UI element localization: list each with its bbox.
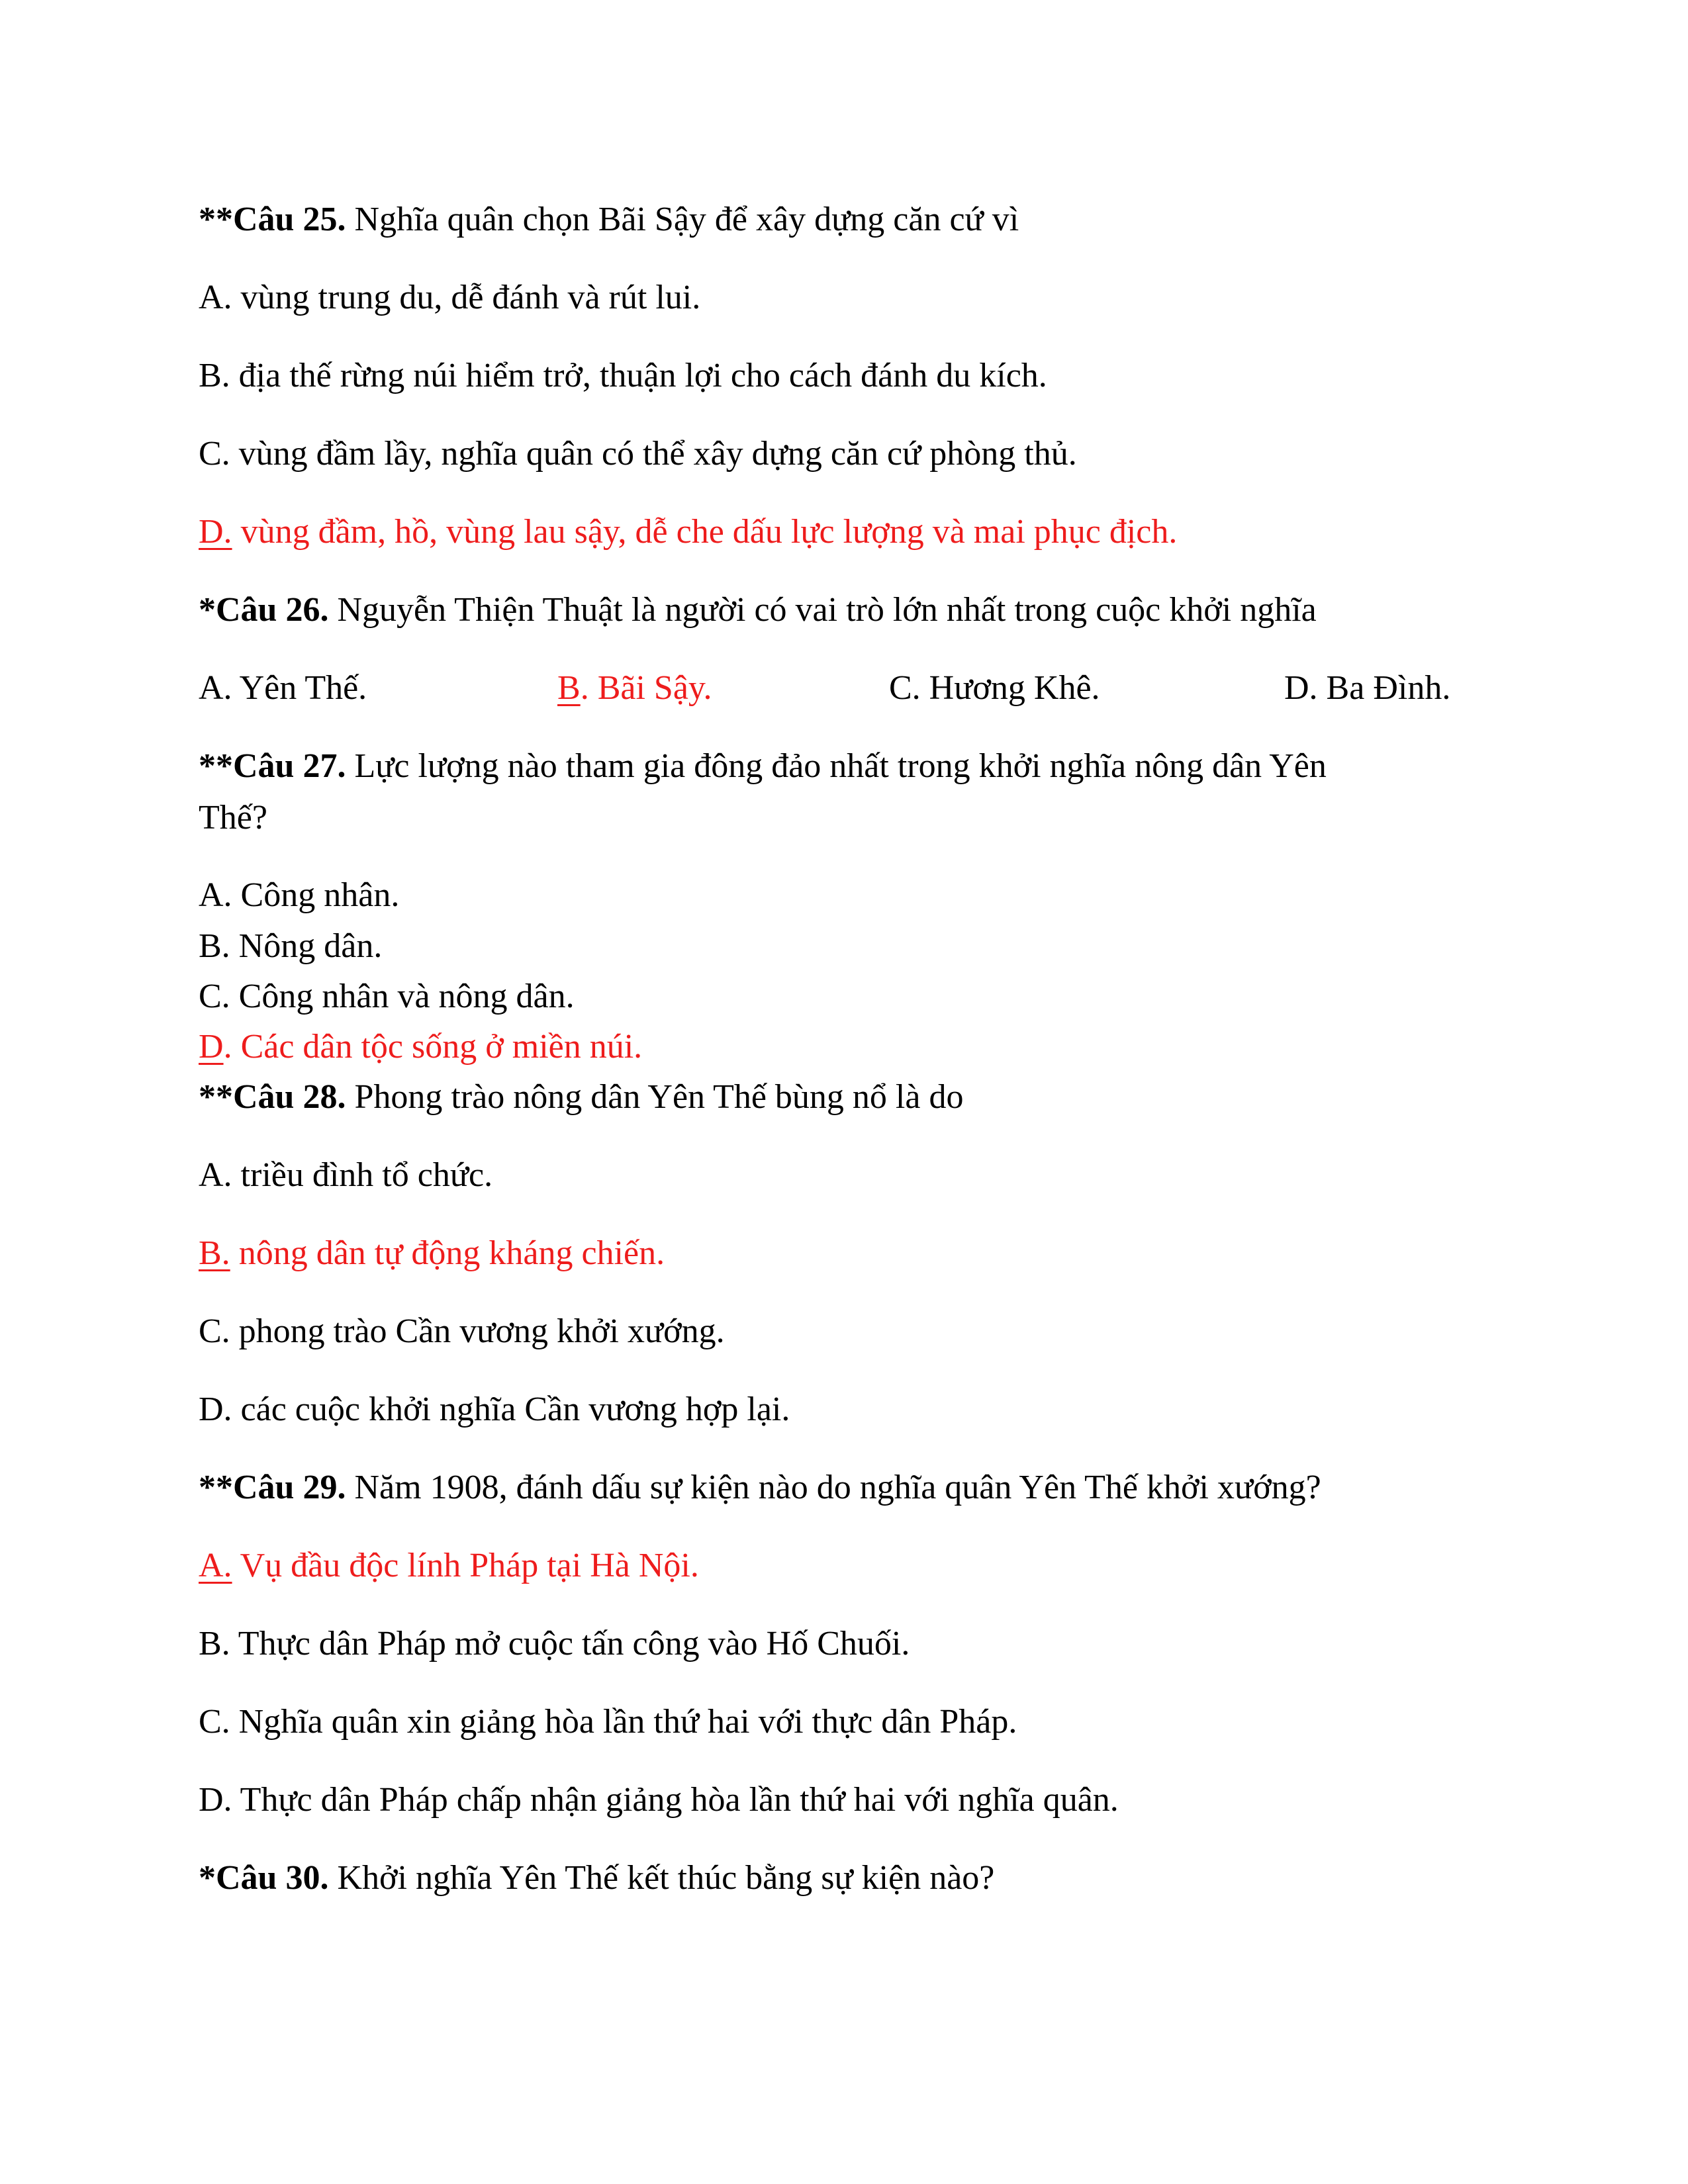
question-26-option-a: A. Yên Thế. [199,669,367,707]
question-26-label: *Câu 26. [199,591,329,629]
question-29-answer-letter: A. [199,1547,232,1584]
question-25-answer-letter: D. [199,513,232,551]
question-27-label: **Câu 27. [199,747,346,785]
question-28-option-b-answer [199,1234,665,1273]
question-26-answer-letter: B [557,669,581,707]
question-28-answer-text: nông dân tự động kháng chiến. [230,1234,665,1272]
question-25-option-b: B. địa thế rừng núi hiểm trở, thuận lợi cho cách đánh du kích. [199,357,1047,394]
question-26-text: Nguyễn Thiện Thuật là người có vai trò lớn nhất trong cuộc khởi nghĩa [328,591,1317,629]
question-29-option-d: D. Thực dân Pháp chấp nhận giảng hòa lần thứ hai với nghĩa quân. [199,1781,1119,1819]
question-29-label: **Câu 29. [199,1469,346,1506]
question-26-option-b-answer [557,668,712,708]
question-27-stem-line2: Thế? [199,799,267,837]
question-27-text-line1: Lực lượng nào tham gia đông đảo nhất trong khởi nghĩa nông dân Yên [346,747,1327,785]
question-28-option-d: D. các cuộc khởi nghĩa Cần vương hợp lại. [199,1390,790,1428]
question-26-option-c: C. Hương Khê. [889,669,1100,707]
question-30-label: *Câu 30. [199,1859,329,1897]
question-25-label: **Câu 25. [199,201,346,238]
question-29-option-a-answer [199,1546,699,1586]
question-28-text: Phong trào nông dân Yên Thế bùng nổ là do [346,1078,964,1116]
question-28-label: **Câu 28. [199,1078,346,1116]
question-25-option-d-answer [199,512,1177,552]
question-30-stem [199,1858,994,1898]
question-29-text: Năm 1908, đánh dấu sự kiện nào do nghĩa quân Yên Thế khởi xướng? [346,1469,1321,1506]
question-26-option-d: D. Ba Đình. [1284,669,1451,707]
question-26-stem [199,590,1317,630]
question-29-stem [199,1468,1321,1508]
question-27-answer-text: . Các dân tộc sống ở miền núi. [223,1028,643,1066]
question-25-option-c: C. vùng đầm lầy, nghĩa quân có thể xây dựng căn cứ phòng thủ. [199,435,1077,473]
question-29-answer-text: Vụ đầu độc lính Pháp tại Hà Nội. [232,1547,699,1584]
question-25-answer-text: vùng đầm, hồ, vùng lau sậy, dễ che dấu lực lượng và mai phục địch. [232,513,1178,551]
question-27-stem-line1 [199,747,1327,786]
question-27-option-b: B. Nông dân. [199,927,383,965]
question-25-option-a: A. vùng trung du, dễ đánh và rút lui. [199,279,701,316]
question-27-option-d-answer [199,1027,642,1067]
question-28-answer-letter: B. [199,1234,230,1272]
question-30-text: Khởi nghĩa Yên Thế kết thúc bằng sự kiện nào? [328,1859,995,1897]
question-28-option-c: C. phong trào Cần vương khởi xướng. [199,1312,725,1350]
question-28-stem [199,1077,963,1117]
question-25-stem [199,200,1019,240]
question-27-answer-letter: D [199,1028,224,1066]
question-26-answer-text: . Bãi Sậy. [580,669,712,707]
question-29-option-b: B. Thực dân Pháp mở cuộc tấn công vào Hố Chuối. [199,1625,910,1662]
question-27-option-c: C. Công nhân và nông dân. [199,978,575,1015]
question-25-text: Nghĩa quân chọn Bãi Sậy để xây dựng căn cứ vì [346,201,1019,238]
question-29-option-c: C. Nghĩa quân xin giảng hòa lần thứ hai với thực dân Pháp. [199,1703,1017,1741]
question-27-option-a: A. Công nhân. [199,876,400,914]
question-28-option-a: A. triều đình tổ chức. [199,1156,493,1194]
